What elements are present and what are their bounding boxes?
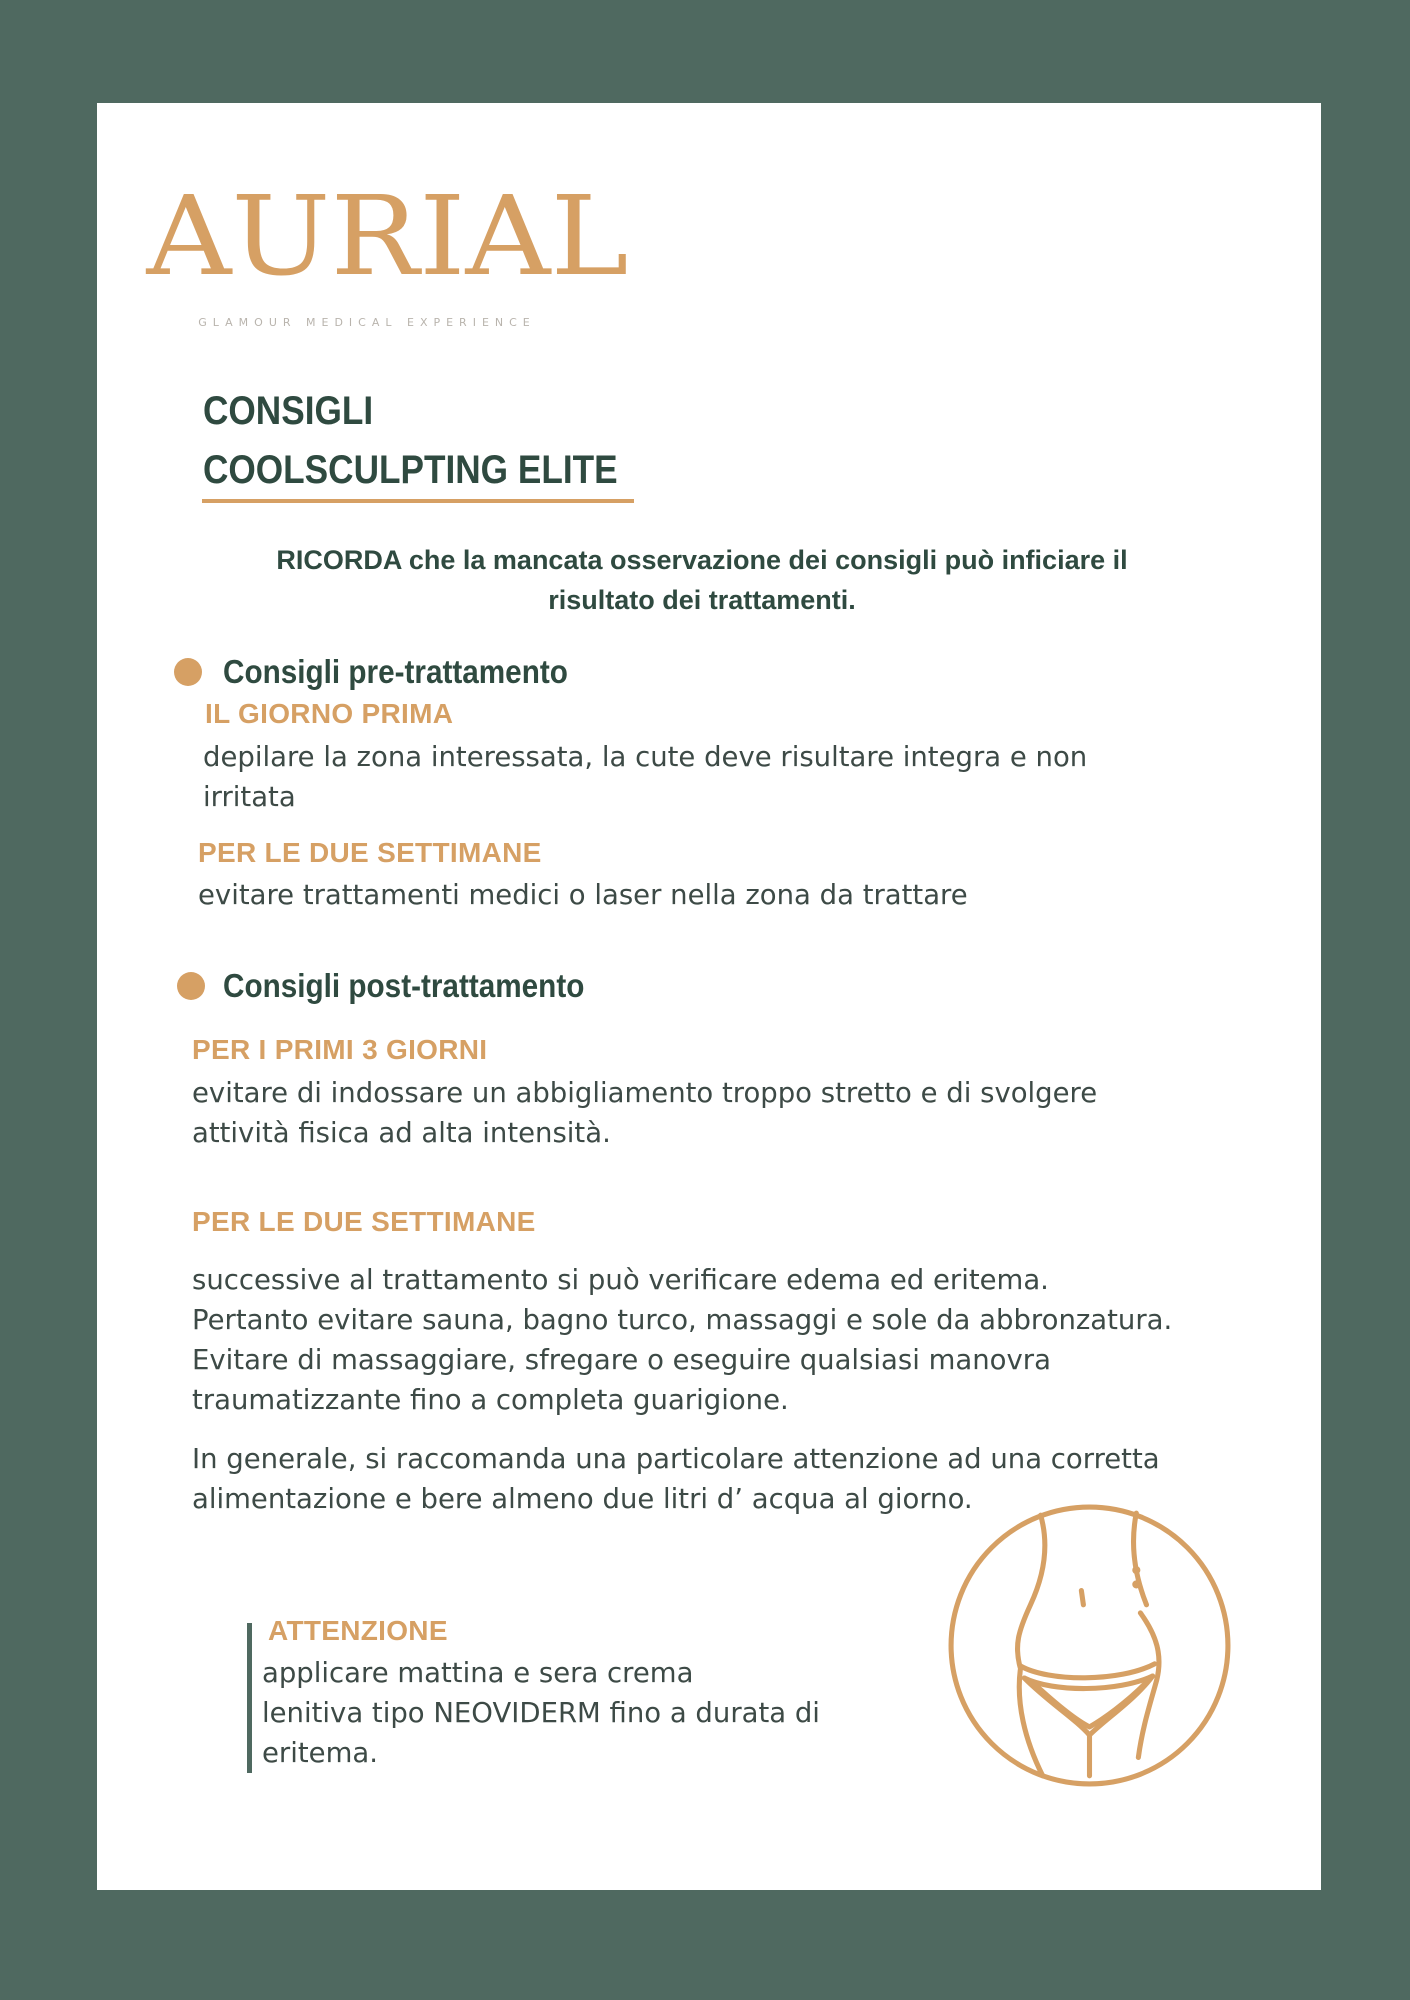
post-label-two-weeks: PER LE DUE SETTIMANE <box>192 1206 536 1237</box>
circle-bullet-icon <box>177 972 205 1000</box>
title-line-2: COOLSCULPTING ELITE <box>203 448 618 492</box>
document-page <box>97 103 1321 1890</box>
pre-treatment-heading: Consigli pre-trattamento <box>223 653 568 690</box>
title-underline <box>202 499 634 503</box>
post-treatment-heading: Consigli post-trattamento <box>223 967 585 1004</box>
pre-text-two-weeks: evitare trattamenti medici o laser nella zona da trattare <box>198 879 968 911</box>
pre-text-day-before: depilare la zona interessata, la cute deve risultare integra e non irritata <box>203 741 1088 813</box>
post-label-first-days: PER I PRIMI 3 GIORNI <box>192 1034 488 1065</box>
post-text-two-weeks: successive al trattamento si può verificare edema ed eritema. Pertanto evitare sauna, bagno turco, massaggi e sole da abbronzatura. Evitare di massaggiare, sfregare o eseguire qualsiasi manovra traumatizzante fino a completa guarigione. <box>192 1264 1173 1416</box>
logo-wordmark: AURIAL <box>146 173 629 301</box>
pre-label-two-weeks: PER LE DUE SETTIMANE <box>198 837 542 868</box>
title-line-1: CONSIGLI <box>203 389 374 433</box>
attention-label: ATTENZIONE <box>268 1615 448 1646</box>
attention-bar <box>247 1623 252 1773</box>
logo-tagline: GLAMOUR MEDICAL EXPERIENCE <box>198 316 536 329</box>
reminder-text: RICORDA che la mancata osservazione dei consigli può inficiare il risultato dei trattamenti. <box>276 545 1128 615</box>
attention-text: applicare mattina e sera crema lenitiva tipo NEOVIDERM fino a durata di eritema. <box>262 1657 820 1769</box>
general-advice-text: In generale, si raccomanda una particolare attenzione ad una corretta alimentazione e bere almeno due litri d’ acqua al giorno. <box>192 1443 1160 1515</box>
circle-bullet-icon <box>174 658 202 686</box>
post-text-first-days: evitare di indossare un abbigliamento troppo stretto e di svolgere attività fisica ad alta intensità. <box>192 1077 1098 1149</box>
body-contour-icon <box>947 1503 1232 1788</box>
pre-label-day-before: IL GIORNO PRIMA <box>205 698 454 729</box>
